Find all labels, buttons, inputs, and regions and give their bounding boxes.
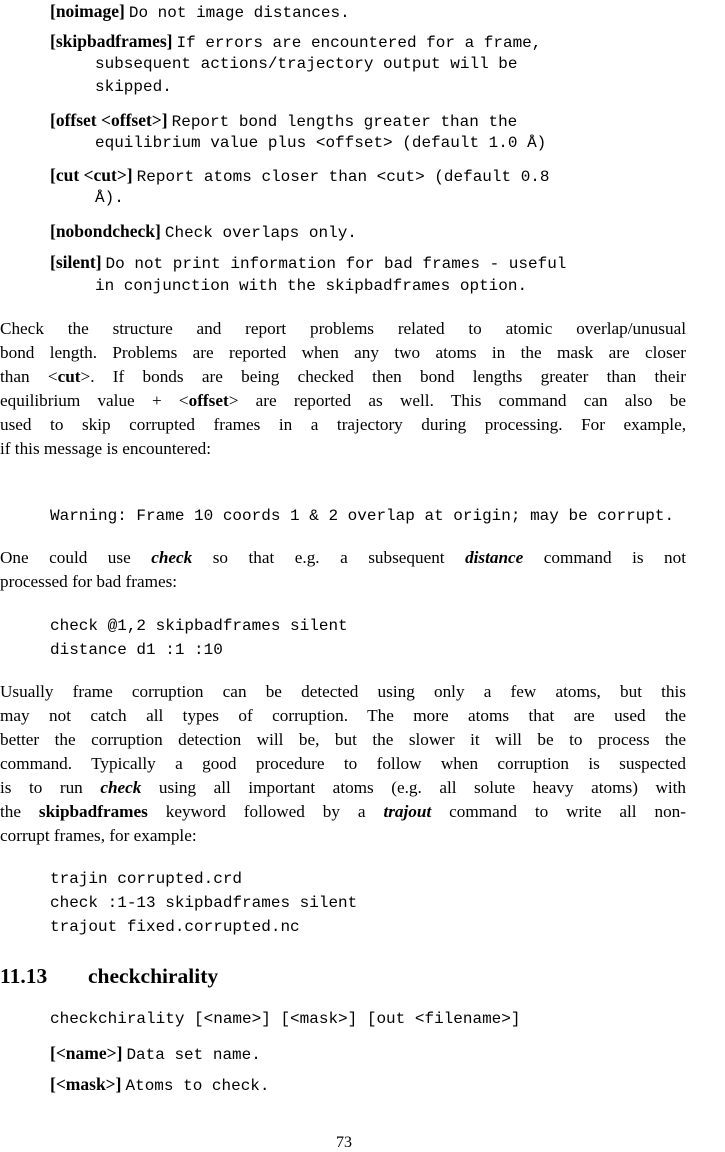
- usage-syntax: checkchirality [<name>] [<mask>] [out <filename>]: [50, 1010, 521, 1028]
- option-desc: If errors are encountered for a frame,: [176, 34, 542, 52]
- code-line: trajout fixed.corrupted.nc: [50, 918, 300, 936]
- cut-keyword: cut: [57, 367, 81, 386]
- section-title: checkchirality: [88, 964, 219, 988]
- option-offset: [50, 109, 690, 135]
- paragraph-check-description: [0, 317, 686, 461]
- paragraph-line: [0, 365, 686, 389]
- skipbadframes-keyword: skipbadframes: [38, 802, 148, 821]
- option-desc: Check overlaps only.: [164, 224, 357, 242]
- paragraph-line: [0, 800, 686, 824]
- option-term: [skipbadframes]: [50, 31, 173, 51]
- option-nobondcheck: [50, 220, 690, 246]
- text-run: command is not: [523, 548, 686, 567]
- paragraph-line: Check the structure and report problems related to atomic overlap/unusual: [0, 319, 686, 338]
- option-desc: Do not print information for bad frames - useful: [105, 255, 567, 273]
- text-run: One could use: [0, 548, 152, 567]
- option-desc: Atoms to check.: [125, 1077, 270, 1095]
- code-example-trajectory: [50, 867, 357, 939]
- warning-message-code: Warning: Frame 10 coords 1 & 2 overlap at origin; may be corrupt.: [50, 507, 675, 525]
- option-desc-continued: subsequent actions/trajectory output will be: [95, 55, 518, 73]
- option-desc: Data set name.: [126, 1046, 261, 1064]
- check-command-ref: check: [151, 548, 193, 567]
- option-desc-continued: equilibrium value plus <offset> (default 1.0 Å): [95, 134, 547, 152]
- text-run: is to run: [0, 778, 101, 797]
- text-run: the: [0, 802, 39, 821]
- paragraph-line: command. Typically a good procedure to follow when corruption is suspected: [0, 754, 686, 773]
- option-name: [50, 1042, 690, 1068]
- option-desc-continued: Å).: [95, 189, 124, 207]
- code-example-check: [50, 614, 348, 662]
- text-run: using all important atoms (e.g. all solute heavy atoms) with: [141, 778, 686, 797]
- trajout-command-ref: trajout: [383, 802, 432, 821]
- text-run: >. If bonds are being checked then bond lengths greater than their: [80, 367, 686, 386]
- code-line: check :1-13 skipbadframes silent: [50, 894, 358, 912]
- text-run: so that e.g. a subsequent: [192, 548, 466, 567]
- paragraph-line: corrupt frames, for example:: [0, 826, 197, 845]
- paragraph-line: [0, 389, 686, 413]
- page-number: 73: [336, 1134, 352, 1151]
- option-term: [<mask>]: [50, 1074, 122, 1094]
- code-line: check @1,2 skipbadframes silent: [50, 617, 348, 635]
- paragraph-line: processed for bad frames:: [0, 572, 178, 591]
- option-desc: Do not image distances.: [128, 4, 350, 22]
- option-term: [offset <offset>]: [50, 110, 168, 130]
- text-run: keyword followed by a: [147, 802, 384, 821]
- offset-keyword: offset: [188, 391, 229, 410]
- paragraph-line: may not catch all types of corruption. The more atoms that are used the: [0, 706, 686, 725]
- option-desc-continued: in conjunction with the skipbadframes option.: [95, 277, 528, 295]
- option-skipbadframes: [50, 30, 690, 56]
- option-desc-continued: skipped.: [95, 78, 172, 96]
- paragraph-line: used to skip corrupted frames in a trajectory during processing. For example,: [0, 415, 686, 434]
- text-run: command to write all non-: [431, 802, 686, 821]
- option-term: [nobondcheck]: [50, 221, 161, 241]
- paragraph-line: [0, 776, 686, 800]
- paragraph-line: [0, 546, 686, 570]
- text-run: than <: [0, 367, 58, 386]
- option-desc: Report bond lengths greater than the: [171, 113, 518, 131]
- option-term: [silent]: [50, 252, 102, 272]
- paragraph-corruption: [0, 680, 686, 848]
- option-cut: [50, 164, 690, 190]
- paragraph-check-usage: [0, 546, 686, 594]
- option-term: [noimage]: [50, 1, 125, 21]
- option-noimage: [50, 0, 690, 26]
- section-number: 11.13: [0, 964, 48, 988]
- text-run: equilibrium value + <: [0, 391, 189, 410]
- option-term: [<name>]: [50, 1043, 123, 1063]
- paragraph-line: better the corruption detection will be, but the slower it will be to process the: [0, 730, 686, 749]
- option-mask: [50, 1073, 690, 1099]
- option-silent: [50, 251, 690, 277]
- paragraph-line: if this message is encountered:: [0, 439, 211, 458]
- paragraph-line: bond length. Problems are reported when any two atoms in the mask are closer: [0, 343, 686, 362]
- section-heading: [0, 964, 218, 989]
- option-desc: Report atoms closer than <cut> (default 0.8: [136, 168, 550, 186]
- option-term: [cut <cut>]: [50, 165, 133, 185]
- code-line: distance d1 :1 :10: [50, 641, 223, 659]
- code-line: trajin corrupted.crd: [50, 870, 243, 888]
- distance-command-ref: distance: [465, 548, 524, 567]
- text-run: > are reported as well. This command can also be: [228, 391, 686, 410]
- check-command-ref: check: [100, 778, 142, 797]
- paragraph-line: Usually frame corruption can be detected using only a few atoms, but this: [0, 682, 686, 701]
